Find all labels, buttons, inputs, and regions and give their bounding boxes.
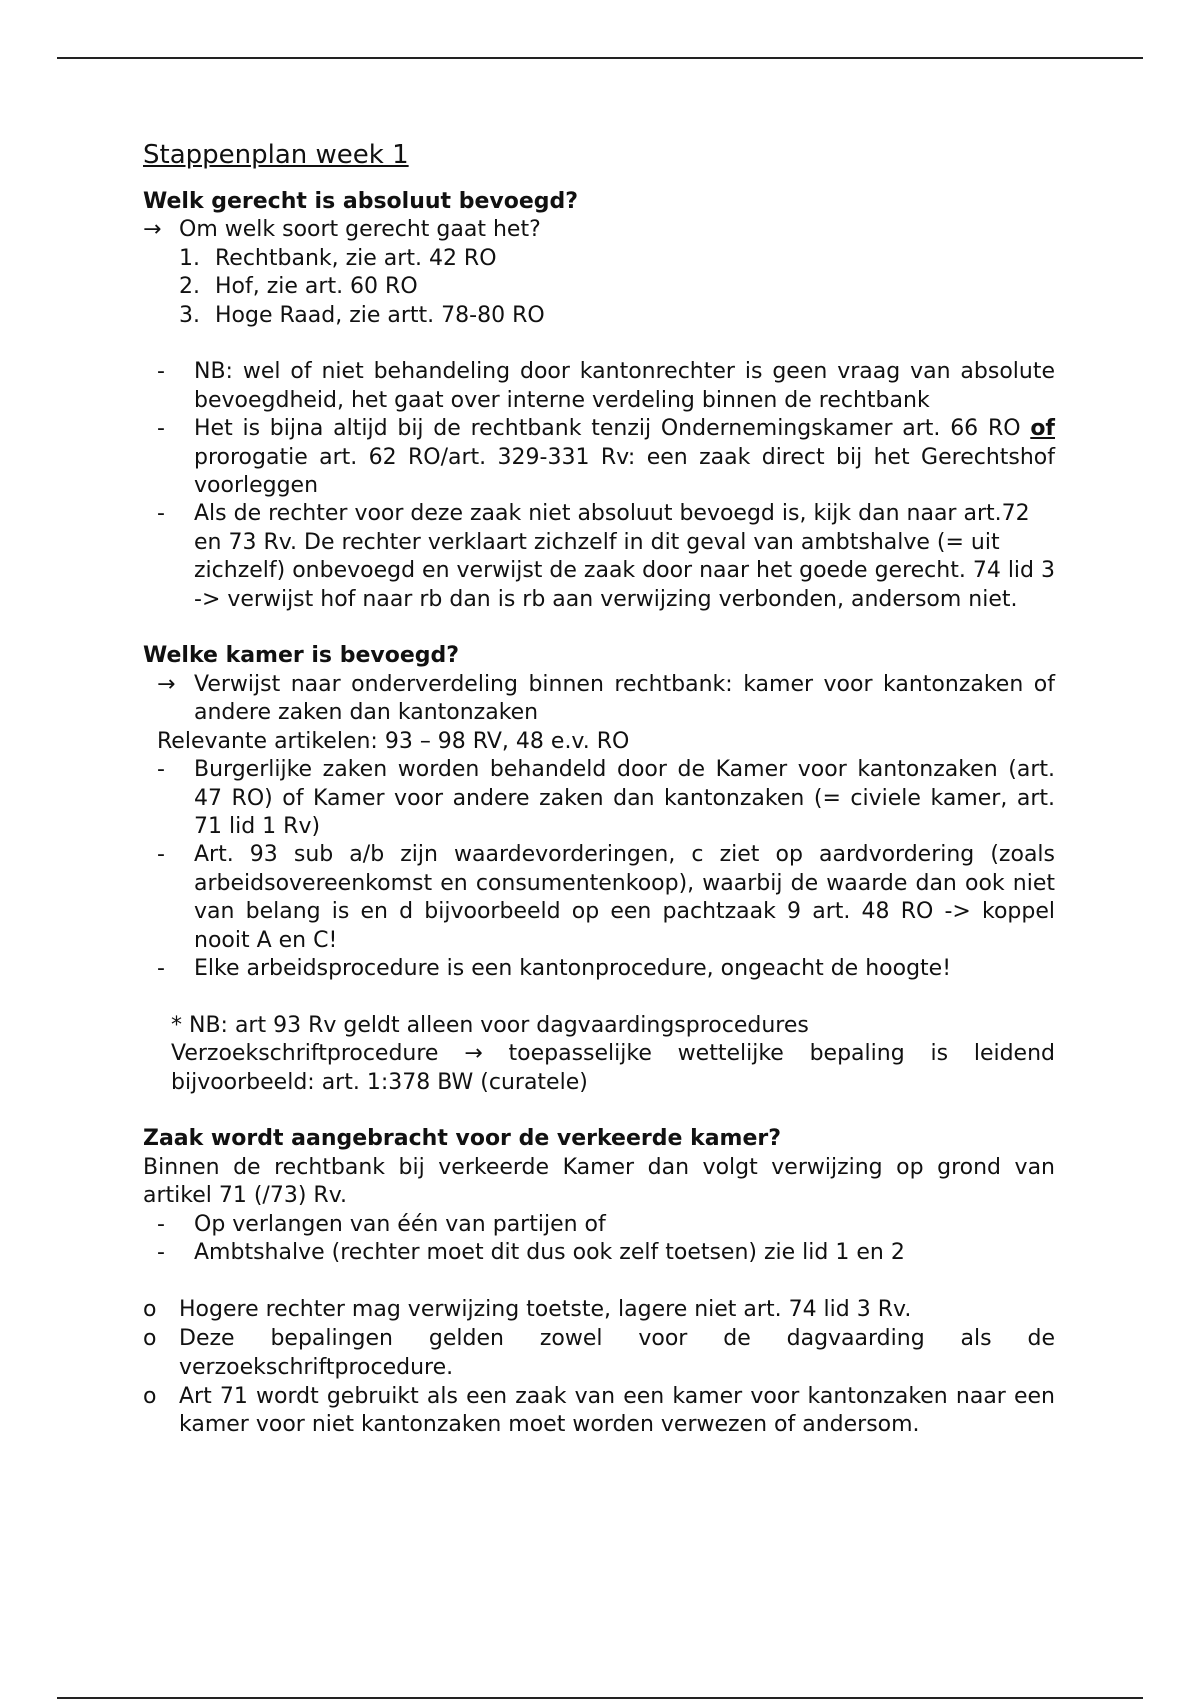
section1-heading: Welk gerecht is absoluut bevoegd?: [143, 189, 578, 214]
emphasis-of: of: [1030, 416, 1055, 442]
list-item: 1. Rechtbank, zie art. 42 RO: [179, 245, 497, 271]
list-item: - Elke arbeidsprocedure is een kantonprocedure, ongeacht de hoogte!: [157, 955, 952, 981]
list-item: 3. Hoge Raad, zie artt. 78-80 RO: [179, 302, 545, 328]
section3-bullet-list: [143, 1211, 1055, 1268]
section2-bullet-list: [143, 756, 1055, 983]
page-title: Stappenplan week 1: [143, 140, 409, 170]
bullet-o-icon: o: [143, 1326, 157, 1352]
section3-heading: Zaak wordt aangebracht voor de verkeerde kamer?: [143, 1126, 781, 1152]
section2-relevant: Relevante artikelen: 93 – 98 RV, 48 e.v. RO: [157, 728, 630, 754]
bullet-o-icon: o: [143, 1296, 157, 1322]
list-item: - Op verlangen van één van partijen of: [157, 1211, 606, 1237]
section3-intro: Binnen de rechtbank bij verkeerde Kamer dan volgt verwijzing op grond van artikel 71 (/73) Rv.: [143, 1154, 1055, 1209]
section2-heading: Welke kamer is bevoegd?: [143, 643, 459, 669]
arrow-icon: →: [464, 1041, 483, 1067]
list-item: 2. Hof, zie art. 60 RO: [179, 274, 418, 300]
section1-numbered-list: [143, 245, 1055, 330]
section2-arrow-line: → Verwijst naar onderverdeling binnen rechtbank: kamer voor kantonzaken of andere zaken dan kantonzaken: [143, 671, 1055, 728]
section2-nb-block: [143, 1012, 1055, 1097]
footer-rule: [57, 1697, 1143, 1699]
list-item: o Hogere rechter mag verwijzing toetste, lagere niet art. 74 lid 3 Rv.: [143, 1296, 1055, 1324]
document-body: [143, 138, 1055, 1441]
bullet-o-icon: o: [143, 1383, 157, 1409]
header-rule: [57, 57, 1143, 59]
section1-arrow-line: [143, 216, 1055, 244]
list-item: - NB: wel of niet behandeling door kantonrechter is geen vraag van absolute bevoegdheid, het gaat over interne verdeling binnen de rechtbank: [157, 359, 1055, 413]
section3-o-list: [143, 1296, 1055, 1440]
list-item: - Burgerlijke zaken worden behandeld door de Kamer voor kantonzaken (art. 47 RO) of Kamer voor andere zaken dan kantonzaken (= civiele kamer, art. 71 lid 1 Rv): [157, 757, 1055, 839]
list-item: - Als de rechter voor deze zaak niet absoluut bevoegd is, kijk dan naar art.72 en 73 Rv. De rechter verklaart zichzelf in dit geval van ambtshalve (= uit zichzelf) onbevoegd en verwijst de zaak door naar het goede gerecht. 74 lid 3 -> verwijst hof naar rb dan is rb aan verwijzing verbonden, andersom niet.: [157, 501, 1055, 612]
section1-bullet-list: [143, 358, 1055, 614]
list-item: - Ambtshalve (rechter moet dit dus ook zelf toetsen) zie lid 1 en 2: [157, 1239, 905, 1265]
nb-line: * NB: art 93 Rv geldt alleen voor dagvaardingsprocedures: [171, 1012, 809, 1038]
arrow-icon: →: [157, 671, 176, 697]
nb-arrow-line: Verzoekschriftprocedure → toepasselijke wettelijke bepaling is leidend bijvoorbeeld: art. 1:378 BW (curatele): [171, 1041, 1055, 1095]
list-item: - Art. 93 sub a/b zijn waardevorderingen, c ziet op aardvordering (zoals arbeidsovereenkomst en consumentenkoop), waarbij de waarde dan ook niet van belang is en d bijvoorbeeld op een pachtzaak 9 art. 48 RO -> koppel nooit A en C!: [157, 842, 1055, 953]
arrow-icon: →: [143, 217, 162, 243]
list-item: o Art 71 wordt gebruikt als een zaak van een kamer voor kantonzaken naar een kamer voor niet kantonzaken moet worden verwezen of andersom.: [143, 1383, 1055, 1440]
section1-arrow-text: Om welk soort gerecht gaat het?: [179, 217, 541, 243]
list-item: o Deze bepalingen gelden zowel voor de dagvaarding als de verzoekschriftprocedure.: [143, 1325, 1055, 1382]
list-item: - Het is bijna altijd bij de rechtbank tenzij Ondernemingskamer art. 66 RO of prorogatie art. 62 RO/art. 329-331 Rv: een zaak direct bij het Gerechtshof voorleggen: [157, 416, 1055, 499]
